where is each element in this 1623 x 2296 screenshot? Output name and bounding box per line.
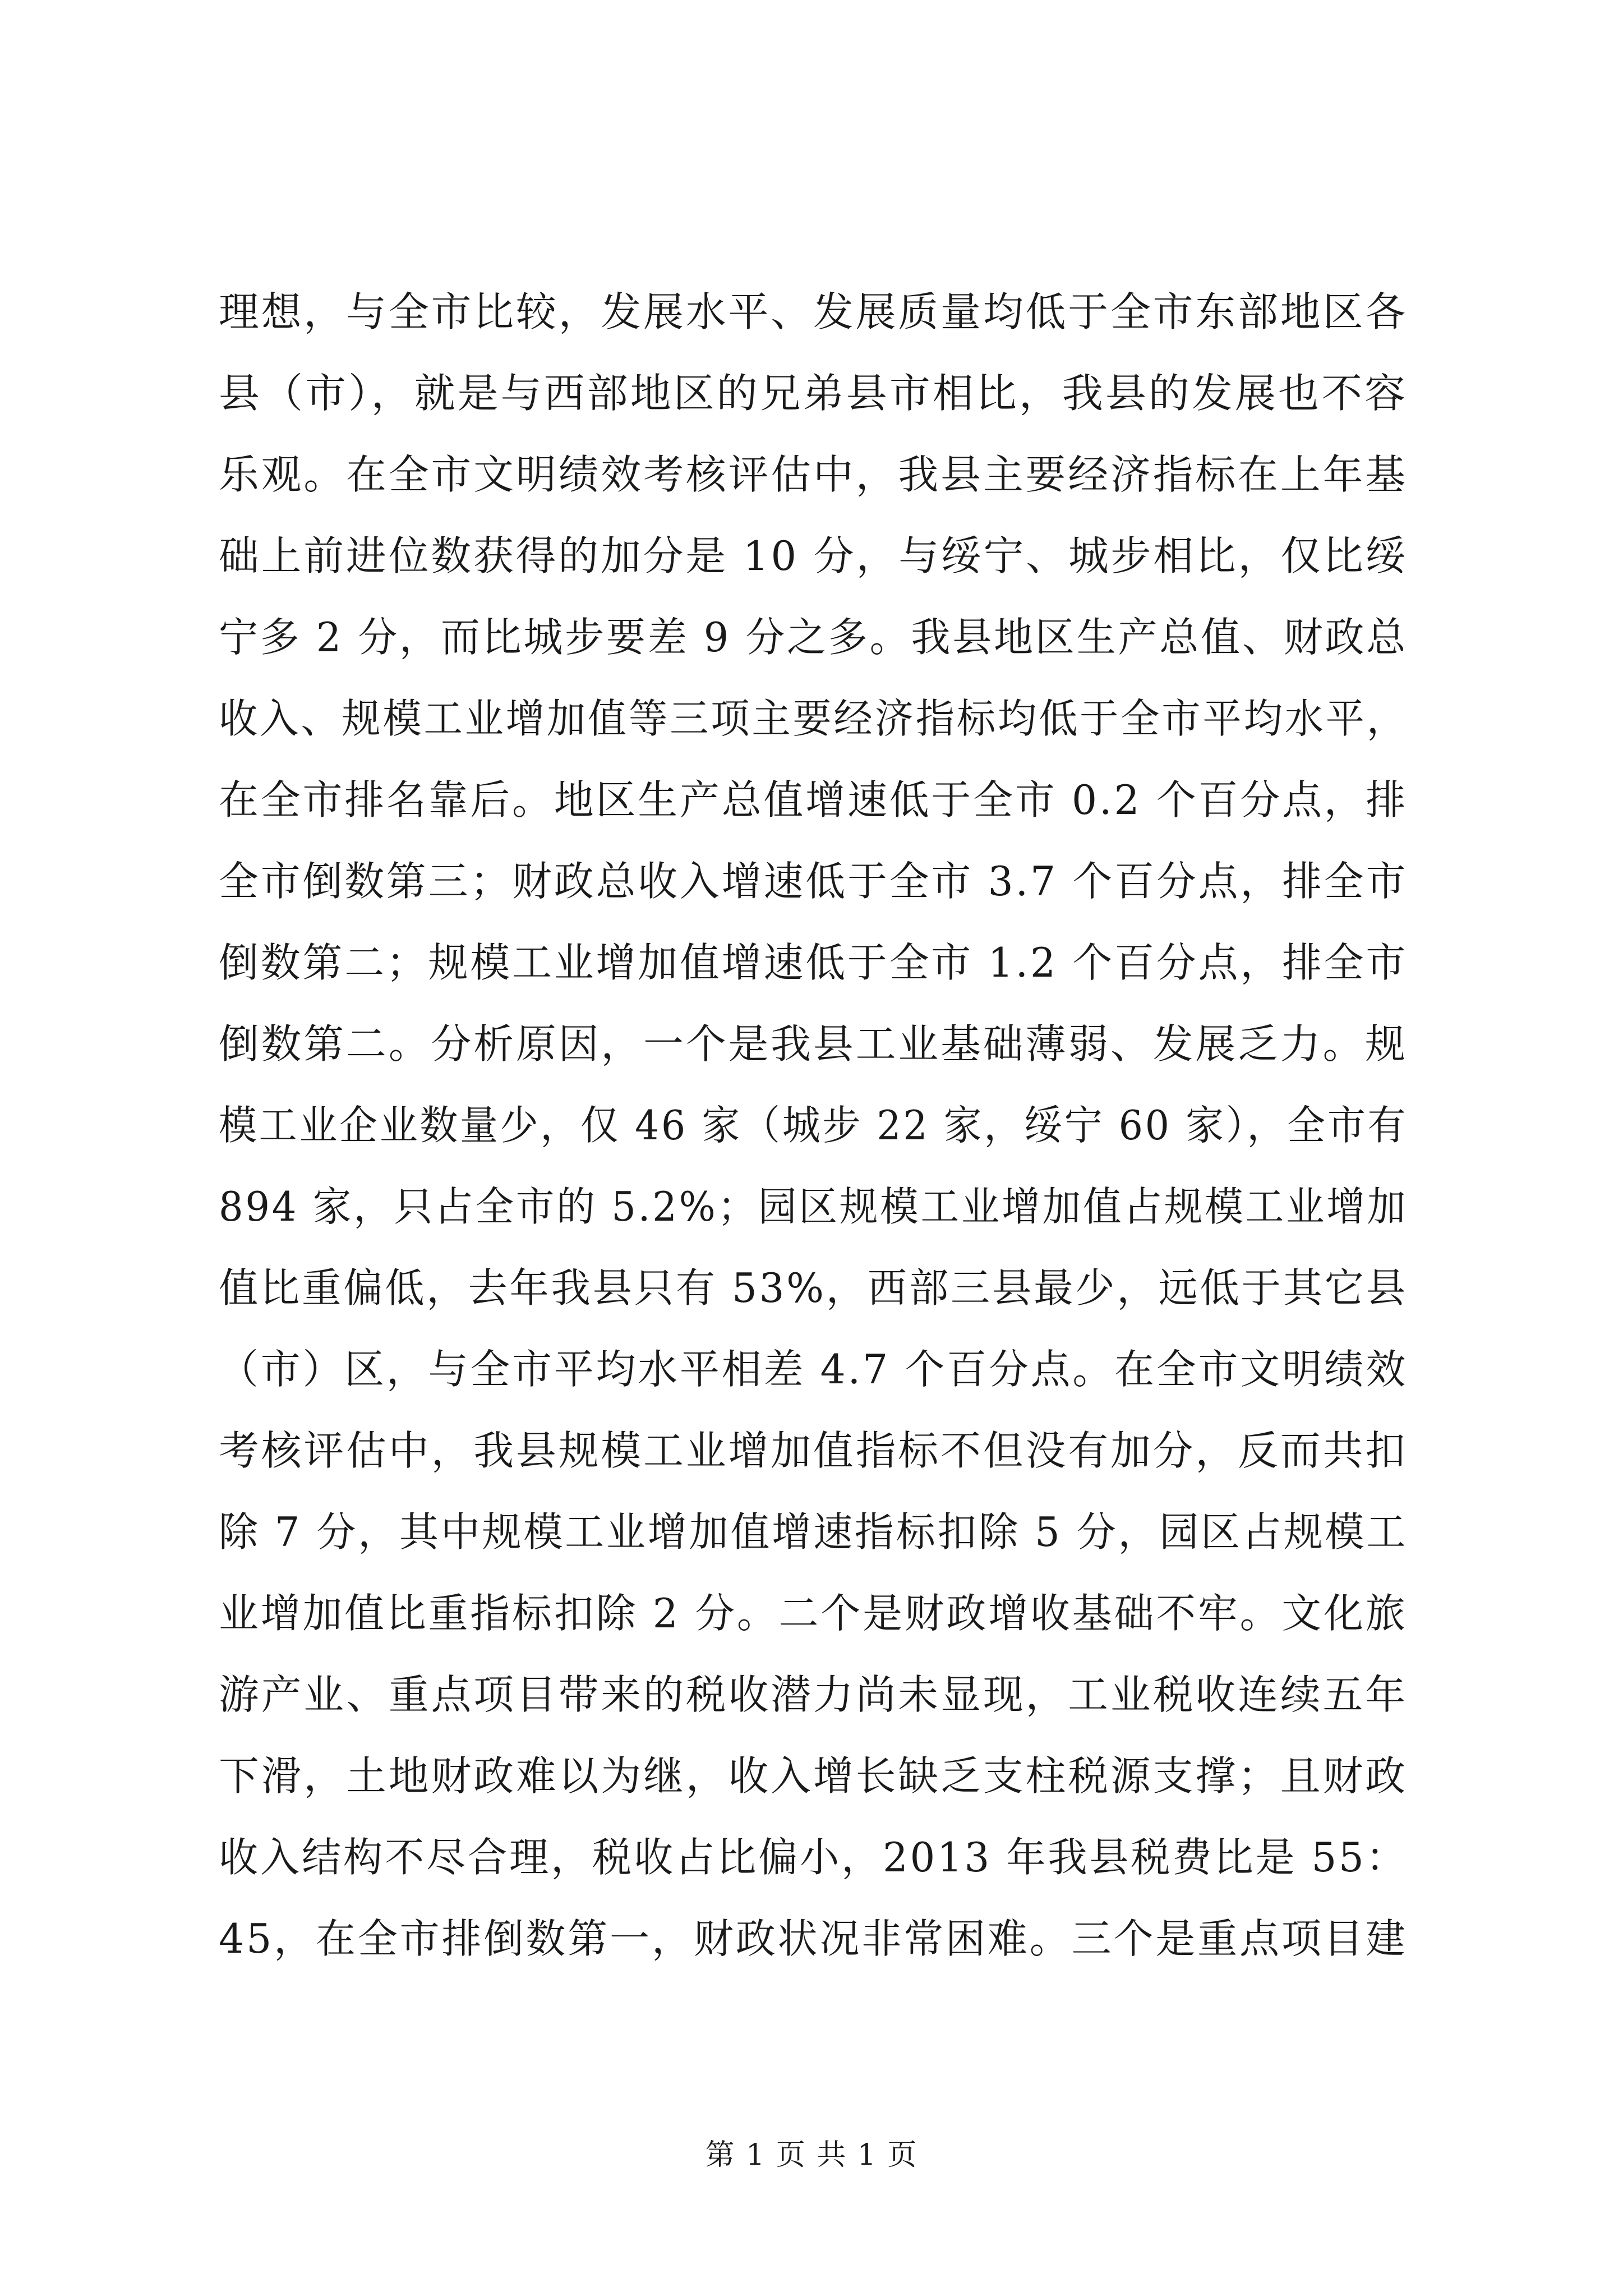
text-line: 础上前进位数获得的加分是 10 分，与绥宁、城步相比，仅比绥 (219, 532, 1408, 579)
text-line: 45，在全市排倒数第一，财政状况非常困难。三个是重点项目建 (219, 1915, 1408, 1962)
page-number-label: 第 1 页 共 1 页 (705, 2138, 918, 2172)
text-line: 收入、规模工业增加值等三项主要经济指标均低于全市平均水平， (219, 695, 1408, 742)
page-footer (0, 2138, 1623, 2172)
text-line: 收入结构不尽合理，税收占比偏小，2013 年我县税费比是 55： (219, 1834, 1408, 1881)
text-line: 下滑，土地财政难以为继，收入增长缺乏支柱税源支撑；且财政 (219, 1752, 1408, 1800)
text-line: 理想，与全市比较，发展水平、发展质量均低于全市东部地区各 (219, 288, 1408, 335)
text-line: 倒数第二；规模工业增加值增速低于全市 1.2 个百分点，排全市 (219, 939, 1408, 986)
text-line: 除 7 分，其中规模工业增加值增速指标扣除 5 分，园区占规模工 (219, 1508, 1408, 1556)
text-line: 全市倒数第三；财政总收入增速低于全市 3.7 个百分点，排全市 (219, 858, 1408, 905)
text-line: 乐观。在全市文明绩效考核评估中，我县主要经济指标在上年基 (219, 451, 1408, 498)
text-line: 宁多 2 分，而比城步要差 9 分之多。我县地区生产总值、财政总 (219, 614, 1408, 661)
text-line: 考核评估中，我县规模工业增加值指标不但没有加分，反而共扣 (219, 1427, 1408, 1474)
text-line: 894 家，只占全市的 5.2%；园区规模工业增加值占规模工业增加 (219, 1183, 1408, 1230)
text-line: 县（市），就是与西部地区的兄弟县市相比，我县的发展也不容 (219, 370, 1408, 417)
text-line: （市）区，与全市平均水平相差 4.7 个百分点。在全市文明绩效 (219, 1346, 1408, 1393)
text-line: 在全市排名靠后。地区生产总值增速低于全市 0.2 个百分点，排 (219, 776, 1408, 823)
text-line: 游产业、重点项目带来的税收潜力尚未显现，工业税收连续五年 (219, 1671, 1408, 1718)
text-line: 值比重偏低，去年我县只有 53%，西部三县最少，远低于其它县 (219, 1264, 1408, 1312)
text-line: 倒数第二。分析原因，一个是我县工业基础薄弱、发展乏力。规 (219, 1020, 1408, 1068)
text-line: 模工业企业数量少，仅 46 家（城步 22 家，绥宁 60 家），全市有 (219, 1102, 1408, 1149)
text-line: 业增加值比重指标扣除 2 分。二个是财政增收基础不牢。文化旅 (219, 1590, 1408, 1637)
